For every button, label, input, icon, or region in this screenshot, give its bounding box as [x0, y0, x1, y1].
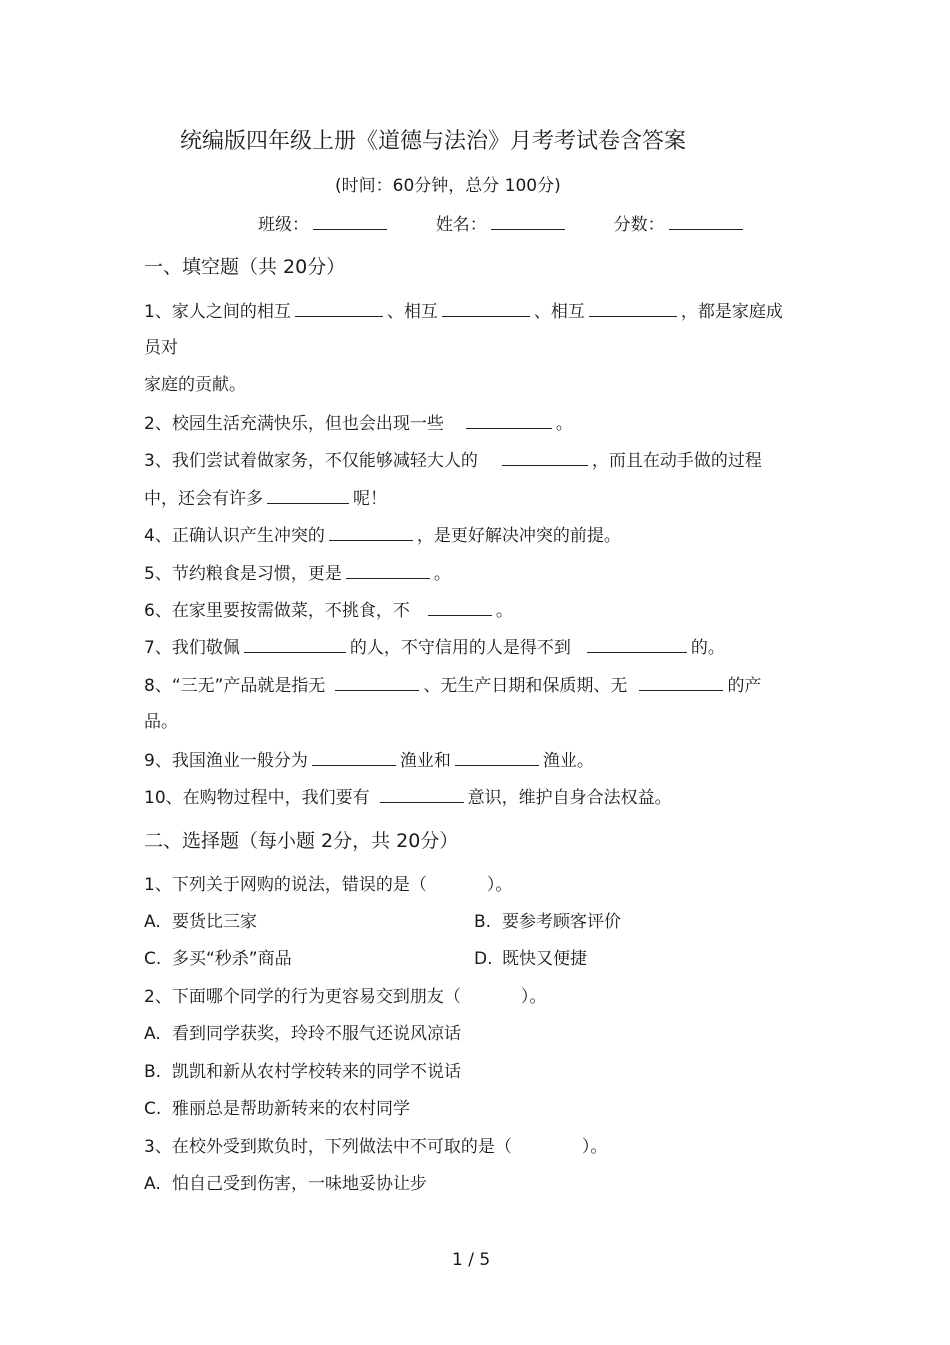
option-label: A.: [144, 912, 161, 932]
s1-q5: [144, 562, 451, 585]
s1-q8-line1: [144, 674, 761, 697]
text: 渔业和: [399, 751, 451, 771]
s1-q7: [144, 636, 725, 659]
option-text: 雅丽总是帮助新转来的农村同学: [172, 1099, 410, 1119]
s2-q3-stem: [144, 1136, 607, 1158]
page-number: 1 / 5: [452, 1250, 491, 1270]
option-text: 既快又便捷: [502, 949, 587, 969]
text: 2、校园生活充满快乐，但也会出现一些: [144, 414, 444, 434]
option-label: B.: [144, 1062, 162, 1082]
text: 3、在校外受到欺负时，下列做法中不可取的是（: [144, 1137, 512, 1157]
text: 渔业。: [542, 751, 594, 771]
text: 6、在家里要按需做菜，不挑食，不: [144, 601, 410, 621]
answer-blank: [502, 449, 588, 466]
text: 的产: [727, 676, 762, 696]
text: ，是更好解决冲突的前提。: [416, 526, 621, 546]
answer-blank: [380, 786, 464, 803]
s1-q2: [144, 412, 573, 435]
class-label: 班级：: [258, 215, 309, 235]
text: ）。: [581, 1137, 608, 1157]
text: 的人，不守信用的人是得不到: [349, 638, 571, 658]
s2-q2-stem: [144, 986, 546, 1008]
s1-q6: [144, 599, 513, 622]
text: 4、正确认识产生冲突的: [144, 526, 325, 546]
answer-blank: [466, 412, 552, 429]
option-label: C.: [144, 949, 162, 969]
text: 3、我们尝试着做家务，不仅能够减轻大人的: [144, 451, 478, 471]
s1-q4: [144, 524, 621, 547]
option-text: 要参考顾客评价: [502, 912, 621, 932]
option-text: 怕自己受到伤害，一味地妥协让步: [172, 1174, 427, 1194]
name-blank: [491, 213, 565, 230]
option-text: 多买“秒杀”商品: [172, 949, 292, 969]
s1-q1-line3: 家庭的贡献。: [144, 375, 246, 395]
text: 9、我国渔业一般分为: [144, 751, 308, 771]
answer-blank: [329, 524, 413, 541]
answer-blank: [244, 636, 346, 653]
text: 1、家人之间的相互: [144, 302, 291, 322]
option-text: 看到同学获奖，玲玲不服气还说风凉话: [172, 1024, 461, 1044]
name-label: 姓名：: [435, 215, 487, 235]
answer-blank: [295, 300, 383, 317]
answer-blank: [589, 300, 677, 317]
student-info-row: [258, 213, 747, 236]
s2-q1-option-c: [144, 948, 292, 970]
text: 7、我们敬佩: [144, 638, 240, 658]
text: ）。: [486, 875, 513, 895]
s2-q1-option-b: [474, 911, 621, 933]
text: ）。: [520, 987, 547, 1007]
answer-blank: [312, 749, 396, 766]
text: 、相互: [386, 302, 438, 322]
section-1-heading: 一、填空题（共 20分）: [144, 256, 346, 278]
text: 。: [555, 414, 573, 434]
text: 、无生产日期和保质期、无: [423, 676, 628, 696]
s2-q1-stem: [144, 874, 512, 896]
text: 。: [495, 601, 513, 621]
answer-blank: [587, 636, 687, 653]
section-2-heading: 二、选择题（每小题 2分，共 20分）: [144, 830, 459, 852]
text: 。: [433, 564, 451, 584]
s1-q3-line2: [144, 487, 387, 510]
s1-q1-line1: [144, 300, 783, 323]
s2-q3-option-a: [144, 1173, 427, 1195]
s2-q1-option-d: [474, 948, 587, 970]
text: 8、“三无”产品就是指无: [144, 676, 326, 696]
exam-title: 统编版四年级上册《道德与法治》月考考试卷含答案: [180, 129, 687, 154]
s1-q9: [144, 749, 594, 772]
class-blank: [313, 213, 387, 230]
answer-blank: [428, 599, 492, 616]
text: 2、下面哪个同学的行为更容易交到朋友（: [144, 987, 461, 1007]
s2-q1-option-a: [144, 911, 257, 933]
s1-q10: [144, 786, 672, 809]
s1-q1-line2: 员对: [144, 338, 178, 358]
s1-q8-line2: 品。: [144, 712, 178, 732]
answer-blank: [442, 300, 530, 317]
answer-blank: [455, 749, 539, 766]
text: 5、节约粮食是习惯，更是: [144, 564, 342, 584]
s2-q2-option-a: [144, 1023, 461, 1045]
option-text: 凯凯和新从农村学校转来的同学不说话: [172, 1062, 461, 1082]
answer-blank: [267, 487, 349, 504]
option-label: D.: [474, 949, 493, 969]
text: 1、下列关于网购的说法，错误的是（: [144, 875, 427, 895]
text: 中，还会有许多: [144, 489, 263, 509]
text: 10、在购物过程中，我们要有: [144, 788, 370, 808]
answer-blank: [346, 562, 430, 579]
text: 呢！: [353, 489, 387, 509]
text: 意识，维护自身合法权益。: [467, 788, 672, 808]
option-label: B.: [474, 912, 492, 932]
option-label: A.: [144, 1024, 161, 1044]
text: 的。: [690, 638, 725, 658]
exam-subtitle: (时间：60分钟，总分 100分): [335, 176, 561, 196]
text: 、相互: [533, 302, 585, 322]
score-blank: [669, 213, 743, 230]
option-label: C.: [144, 1099, 162, 1119]
option-text: 要货比三家: [172, 912, 257, 932]
s2-q2-option-c: [144, 1098, 410, 1120]
answer-blank: [335, 674, 419, 691]
s2-q2-option-b: [144, 1061, 461, 1083]
score-label: 分数：: [613, 215, 665, 235]
text: ，而且在动手做的过程: [591, 451, 762, 471]
s1-q3-line1: [144, 449, 762, 472]
text: ，都是家庭成: [680, 302, 783, 322]
answer-blank: [639, 674, 723, 691]
option-label: A.: [144, 1174, 161, 1194]
